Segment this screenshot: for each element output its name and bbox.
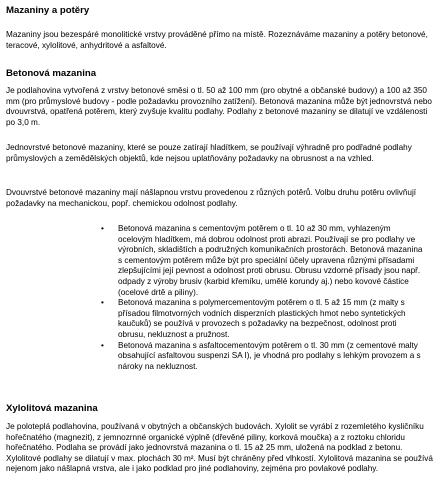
xylo-paragraph: Je poloteplá podlahovina, používaná v obytných a občanských budovách. Xylolit se vyrábí z rozemletého kysličníku hořečnatého (magnezit), z jemnozrnné organické výplně (dřevěné piliny, korková moučka) a z roztoku chloridu hořečnatého. Podlaha se provádí jako jednovrstvá mazanina o tl. 15 až 25 mm, uložená na podklad z betonu. Xylolitové podlahy se dilatují v max. plochách 30 m². Musí být chráněny před vlhkostí. Xylolitová mazanina se používá nejenom jako nášlapná vrstva, ale i jako podklad pro jiné podlahoviny, zejména pro povlakové podlahy. <box>6 422 433 474</box>
bullet-marker: • <box>101 340 104 350</box>
section-heading-xylolitova: Xylolitová mazanina <box>6 403 98 414</box>
bullet-list <box>100 224 425 372</box>
list-item-text: Betonová mazanina s polymercementovým potěrem o tl. 5 až 15 mm (z malty s přísadou filmotvorných vodních disperzních plastických hmot nebo syntetických kaučuků) se používá v provozech s požadavky na bezpečnost, odolnost proti obrusu, nekluznost a pružnost. <box>118 298 406 339</box>
list-item-text: Betonová mazanina s asfaltocementovým potěrem o tl. 30 mm (z cementové malty obsahující asfaltovou suspenzi SA I), je vhodná pro podlahy s lehkým provozem a s nároky na nekluznost. <box>118 340 421 371</box>
list-item <box>100 224 425 298</box>
beton-paragraph-1: Je podlahovina vytvořená z vrstvy betonové směsi o tl. 50 až 100 mm (pro obytné a občanské budovy) a 100 až 350 mm (pro průmyslové budovy - podle požadavku provozního zatížení). Betonová mazanina může být jednovrstvá nebo dvouvrstvá, opatřená potěrem, který zvyšuje kvalitu podlahy. Podlahy z betonové mazaniny se dilatují ve vzdálenosti po 3,0 m. <box>6 86 432 127</box>
bullet-marker: • <box>101 298 104 308</box>
list-item-text: Betonová mazanina s cementovým potěrem o tl. 10 až 30 mm, vyhlazeným ocelovým hladítkem, má dobrou odolnost proti abrazi. Používají se pro podlahy ve výrobních, skladištích a podružných komunikačních prostorách. Betonová mazanina s cementovým potěrem může být pro speciální účely upravena různými přísadami zlepšujícími její pevnost a odolnost proti obrusu. Obrusu vzdorné přísady jsou např. odpady z výroby brusiv (karbid křemíku, umělé korundy aj.) nebo kovové částice (ocelové drtě a piliny). <box>118 224 423 297</box>
doc-title: Mazaniny a potěry <box>6 5 90 16</box>
bullet-marker: • <box>101 224 104 233</box>
intro-paragraph: Mazaniny jsou bezespáré monolitické vrstvy prováděné přímo na místě. Rozeznáváme mazaniny a potěry betonové, teracové, xylolitové, anhydritové a asfaltové. <box>6 30 428 50</box>
section-heading-betonova: Betonová mazanina <box>6 68 97 79</box>
beton-paragraph-3: Dvouvrstvé betonové mazaniny mají nášlapnou vrstvu provedenou z různých potěrů. Volbu druhu potěru ovlivňují požadavky na mechanickou, popř. chemickou odolnost podlahy. <box>6 188 417 208</box>
beton-paragraph-2: Jednovrstvé betonové mazaniny, které se pouze zatírají hladítkem, se používají výhradně pro podřadné podlahy průmyslových a zemědělských objektů, kde nejsou uplatňovány požadavky na obrusnost a na vzhled. <box>6 143 412 163</box>
list-item <box>100 298 425 340</box>
list-item <box>100 341 425 373</box>
